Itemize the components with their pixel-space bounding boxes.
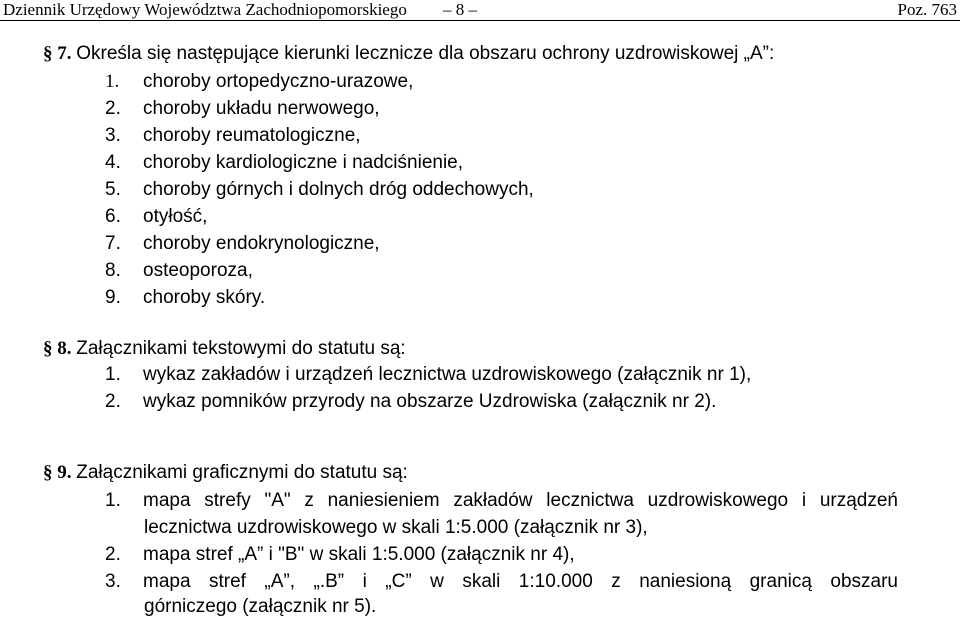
journal-title: Dziennik Urzędowy Województwa Zachodniopomorskiego [3,0,407,19]
list-text: osteoporoza, [143,260,253,281]
header-rule [0,20,960,21]
list-text: mapa stref „A”, „.B” i „C” w skali 1:10.000 z naniesioną granicą obszaru [143,571,898,592]
list-number: 6. [105,206,121,227]
list-text: mapa stref „A” i "B" w skali 1:5.000 (załącznik nr 4), [143,544,575,565]
paragraph-number: 8. [57,338,72,359]
list-number: 5. [105,179,121,200]
section-symbol: § [43,462,53,483]
list-number: 1. [105,71,120,92]
list-text: mapa strefy "A" z naniesieniem zakładów lecznictwa uzdrowiskowego i urządzeń [143,490,898,511]
list-text: choroby reumatologiczne, [143,125,361,146]
list-text: choroby skóry. [143,287,266,308]
paragraph-text: Określa się następujące kierunki lecznicze dla obszaru ochrony uzdrowiskowej „A”: [76,43,775,64]
list-number: 3. [105,571,121,592]
page-header [0,0,960,22]
list-number: 2. [105,391,121,412]
list-text-continuation: górniczego (załącznik nr 5). [144,596,377,617]
list-text: choroby układu nerwowego, [143,98,380,119]
section-symbol: § [43,43,53,64]
paragraph-text: Załącznikami graficznymi do statutu są: [76,462,408,483]
list-text: choroby endokrynologiczne, [143,233,380,254]
page-number: – 8 – [443,0,477,19]
paragraph-8-heading [43,338,406,360]
paragraph-number: 9. [57,462,72,483]
list-number: 9. [105,287,121,308]
section-symbol: § [43,338,53,359]
paragraph-number: 7. [57,43,72,64]
position-number: Poz. 763 [897,0,957,19]
paragraph-9-heading [43,462,408,484]
list-number: 8. [105,260,121,281]
paragraph-7-heading [43,43,774,65]
list-number: 1. [105,490,121,511]
list-number: 4. [105,152,121,173]
list-text: choroby kardiologiczne i nadciśnienie, [143,152,464,173]
list-text: wykaz zakładów i urządzeń lecznictwa uzdrowiskowego (załącznik nr 1), [143,364,752,385]
list-text: otyłość, [143,206,208,227]
paragraph-text: Załącznikami tekstowymi do statutu są: [76,338,406,359]
list-number: 3. [105,125,121,146]
list-number: 2. [105,98,121,119]
list-number: 1. [105,364,121,385]
list-text-continuation: lecznictwa uzdrowiskowego w skali 1:5.000 (załącznik nr 3), [144,517,648,538]
list-text: wykaz pomników przyrody na obszarze Uzdrowiska (załącznik nr 2). [143,391,717,412]
list-text: choroby ortopedyczno-urazowe, [143,71,414,92]
list-number: 2. [105,544,121,565]
list-number: 7. [105,233,121,254]
list-text: choroby górnych i dolnych dróg oddechowych, [143,179,534,200]
